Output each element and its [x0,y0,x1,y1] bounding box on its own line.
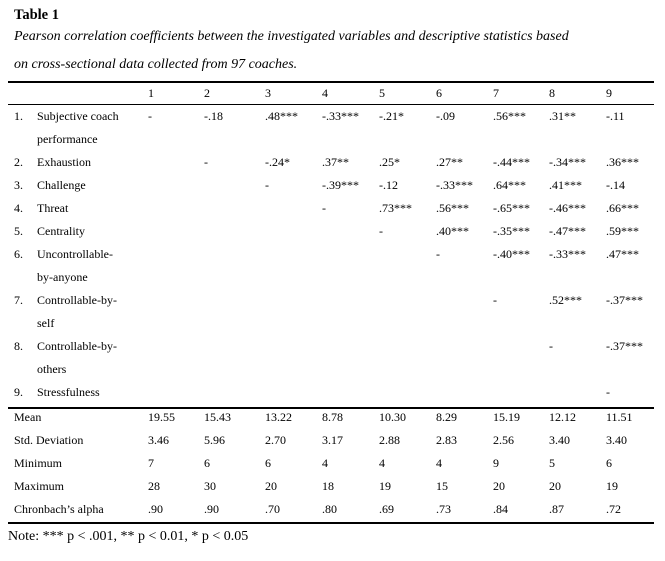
table-caption-line-2: on cross-sectional data collected from 97 coaches. [14,57,298,72]
descriptive-cell: 20 [549,479,561,493]
descriptive-cell: .90 [148,502,163,516]
column-header: 4 [322,86,328,100]
descriptive-cell: 4 [322,456,328,470]
correlation-cell: -.24* [265,155,290,169]
descriptive-cell: 2.83 [436,433,457,447]
row-label: Challenge [37,178,86,192]
descriptive-cell: 10.30 [379,410,406,424]
descriptive-cell: 2.56 [493,433,514,447]
descriptive-cell: 19 [606,479,618,493]
row-number: 6. [14,247,23,261]
column-header: 9 [606,86,612,100]
row-number: 2. [14,155,23,169]
descriptive-cell: 20 [265,479,277,493]
correlation-cell: .25* [379,155,400,169]
bottom-rule [8,522,654,524]
correlation-cell: - [322,201,326,215]
correlation-cell: .64*** [493,178,526,192]
correlation-cell: .66*** [606,201,639,215]
descriptive-cell: 4 [436,456,442,470]
correlation-cell: .59*** [606,224,639,238]
descriptive-label: Minimum [14,456,63,470]
correlation-cell: -.33*** [436,178,473,192]
correlation-cell: .56*** [436,201,469,215]
correlation-cell: .47*** [606,247,639,261]
descriptive-cell: 15.43 [204,410,231,424]
correlation-cell: .56*** [493,109,526,123]
table-label: Table 1 [14,7,59,23]
row-label: performance [37,132,98,146]
descriptive-cell: 3.17 [322,433,343,447]
row-number: 1. [14,109,23,123]
descriptive-cell: .90 [204,502,219,516]
descriptive-cell: 20 [493,479,505,493]
column-header: 7 [493,86,499,100]
descriptive-cell: 28 [148,479,160,493]
column-header: 3 [265,86,271,100]
descriptive-cell: 5.96 [204,433,225,447]
correlation-cell: .48*** [265,109,298,123]
correlation-cell: - [493,293,497,307]
descriptive-cell: 3.40 [606,433,627,447]
correlation-cell: -.33*** [322,109,359,123]
descriptive-cell: 13.22 [265,410,292,424]
row-label: Controllable-by- [37,339,117,353]
descriptive-cell: 5 [549,456,555,470]
descriptive-cell: 8.29 [436,410,457,424]
correlation-cell: .37** [322,155,349,169]
row-number: 7. [14,293,23,307]
correlation-cell: - [148,109,152,123]
row-label: Subjective coach [37,109,119,123]
descriptive-cell: 12.12 [549,410,576,424]
correlation-cell: -.12 [379,178,398,192]
descriptive-cell: 2.88 [379,433,400,447]
descriptive-cell: 7 [148,456,154,470]
row-number: 8. [14,339,23,353]
descriptive-cell: 3.40 [549,433,570,447]
row-label: Exhaustion [37,155,91,169]
row-label: Stressfulness [37,385,100,399]
descriptive-cell: 6 [265,456,271,470]
descriptive-cell: 6 [606,456,612,470]
correlation-cell: -.44*** [493,155,530,169]
correlation-cell: -.37*** [606,339,643,353]
descriptive-cell: 9 [493,456,499,470]
correlation-cell: -.46*** [549,201,586,215]
descriptive-cell: 19 [379,479,391,493]
correlation-cell: - [436,247,440,261]
descriptive-cell: .80 [322,502,337,516]
descriptive-cell: .69 [379,502,394,516]
correlation-cell: - [379,224,383,238]
descriptive-cell: 30 [204,479,216,493]
correlation-cell: - [606,385,610,399]
top-rule [8,81,654,83]
row-label: Threat [37,201,69,215]
row-label: others [37,362,67,376]
correlation-cell: -.33*** [549,247,586,261]
correlation-cell: .36*** [606,155,639,169]
row-number: 5. [14,224,23,238]
row-label: Uncontrollable- [37,247,113,261]
descriptive-label: Maximum [14,479,64,493]
row-label: Centrality [37,224,85,238]
correlation-cell: -.40*** [493,247,530,261]
correlation-cell: .40*** [436,224,469,238]
row-number: 4. [14,201,23,215]
correlation-cell: -.14 [606,178,625,192]
descriptive-cell: .84 [493,502,508,516]
descriptive-cell: 4 [379,456,385,470]
descriptive-cell: 15.19 [493,410,520,424]
correlation-cell: - [549,339,553,353]
row-label: Controllable-by- [37,293,117,307]
descriptive-cell: .87 [549,502,564,516]
correlation-cell: -.35*** [493,224,530,238]
correlation-cell: -.18 [204,109,223,123]
descriptive-label: Chronbach’s alpha [14,502,104,516]
correlation-cell: -.37*** [606,293,643,307]
descriptive-cell: 8.78 [322,410,343,424]
descriptive-cell: 3.46 [148,433,169,447]
descriptive-cell: 18 [322,479,334,493]
table-note: Note: *** p < .001, ** p < 0.01, * p < 0.05 [8,529,249,544]
correlation-cell: .52*** [549,293,582,307]
column-header: 8 [549,86,555,100]
middle-rule [8,407,654,409]
descriptive-cell: 19.55 [148,410,175,424]
header-rule [8,104,654,105]
correlation-cell: .31** [549,109,576,123]
descriptive-label: Std. Deviation [14,433,84,447]
row-number: 3. [14,178,23,192]
row-label: by-anyone [37,270,88,284]
descriptive-cell: .70 [265,502,280,516]
descriptive-cell: 6 [204,456,210,470]
correlation-cell: -.47*** [549,224,586,238]
descriptive-cell: 2.70 [265,433,286,447]
correlation-cell: .27** [436,155,463,169]
correlation-cell: .73*** [379,201,412,215]
row-number: 9. [14,385,23,399]
descriptive-cell: .72 [606,502,621,516]
column-header: 5 [379,86,385,100]
descriptive-cell: 15 [436,479,448,493]
descriptive-cell: 11.51 [606,410,633,424]
correlation-cell: - [204,155,208,169]
correlation-cell: .41*** [549,178,582,192]
correlation-cell: -.09 [436,109,455,123]
table-caption-line-1: Pearson correlation coefficients between the investigated variables and descriptive statistics based [14,29,569,44]
correlation-cell: -.11 [606,109,625,123]
column-header: 6 [436,86,442,100]
descriptive-label: Mean [14,410,42,424]
descriptive-cell: .73 [436,502,451,516]
column-header: 1 [148,86,154,100]
correlation-cell: -.65*** [493,201,530,215]
correlation-cell: -.34*** [549,155,586,169]
column-header: 2 [204,86,210,100]
row-label: self [37,316,55,330]
correlation-cell: - [265,178,269,192]
correlation-cell: -.21* [379,109,404,123]
correlation-cell: -.39*** [322,178,359,192]
